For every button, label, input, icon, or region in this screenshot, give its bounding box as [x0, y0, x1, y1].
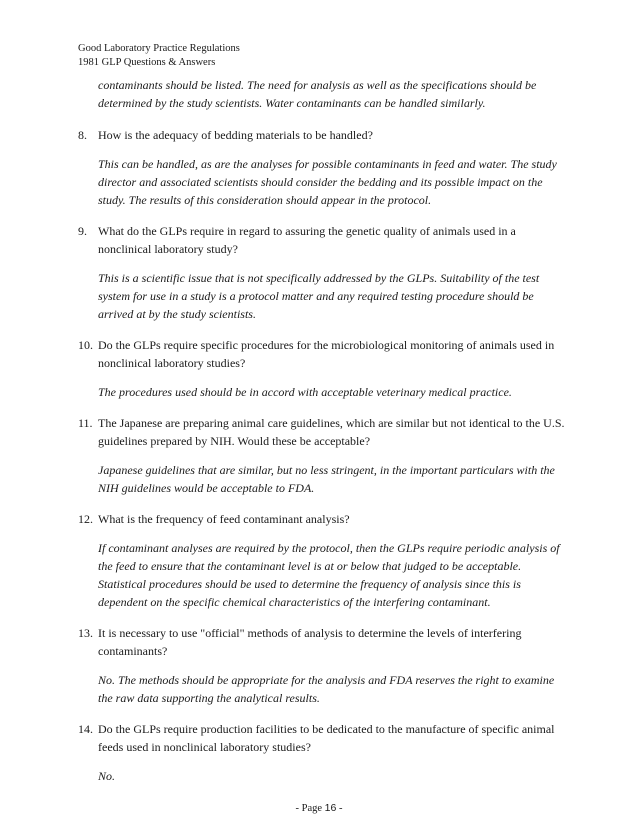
qa-item-8 [78, 126, 566, 209]
answer-text: Japanese guidelines that are similar, but no less stringent, in the important particulars with the NIH guidelines would be acceptable to FDA. [98, 463, 555, 495]
qa-item-9 [78, 222, 566, 323]
answer-text: The procedures used should be in accord with acceptable veterinary medical practice. [98, 385, 512, 399]
header-subtitle: 1981 GLP Questions & Answers [78, 57, 216, 68]
question [78, 414, 566, 450]
question [78, 336, 566, 372]
question [78, 720, 566, 756]
qa-item-10 [78, 336, 566, 401]
footer-suffix: - [338, 803, 343, 814]
header-title: Good Laboratory Practice Regulations [78, 43, 240, 54]
question-number: 9. [78, 224, 87, 238]
question-number: 14. [78, 722, 93, 736]
answer-text: No. The methods should be appropriate for the analysis and FDA reserves the right to examine the raw data supporting the analytical results. [98, 673, 555, 705]
question [78, 222, 566, 258]
question-text: The Japanese are preparing animal care guidelines, which are similar but not identical to the U.S. guidelines prepared by NIH. Would these be acceptable? [98, 416, 565, 448]
footer-prefix: - Page [295, 803, 323, 814]
question [78, 624, 566, 660]
question-text: It is necessary to use "official" methods of analysis to determine the levels of interfering contaminants? [98, 626, 522, 658]
question-text: How is the adequacy of bedding materials to be handled? [98, 128, 373, 142]
answer-text: This is a scientific issue that is not specifically addressed by the GLPs. Suitability of the test system for use in a study is a protocol matter and any required testing procedure should be arrived at by the study scientists. [98, 271, 540, 321]
question-text: Do the GLPs require specific procedures for the microbiological monitoring of animals used in nonclinical laboratory studies? [98, 338, 555, 370]
answer-text: No. [98, 769, 116, 783]
running-header [78, 42, 240, 70]
answer-text: This can be handled, as are the analyses for possible contaminants in feed and water. The study director and associated scientists should consider the bedding and its possible impact on the study. The results of this consideration should appear in the protocol. [98, 157, 557, 207]
question-number: 8. [78, 128, 87, 142]
question-text: Do the GLPs require production facilities to be dedicated to the manufacture of specific animal feeds used in nonclinical laboratory studies? [98, 722, 555, 754]
qa-item-13 [78, 624, 566, 707]
answer-text: If contaminant analyses are required by the protocol, then the GLPs require periodic analysis of the feed to ensure that the contaminant level is at or below that judged to be acceptable. Statistical procedures should be used to determine the frequency of analysis since this is dependent on the specific chemical characteristics of the interfering contaminant. [98, 541, 560, 609]
question-number: 12. [78, 512, 93, 526]
question-text: What do the GLPs require in regard to assuring the genetic quality of animals used in a nonclinical laboratory study? [98, 224, 516, 256]
question-number: 11. [78, 416, 93, 430]
page-footer [0, 802, 638, 814]
question-number: 13. [78, 626, 93, 640]
question-number: 10. [78, 338, 93, 352]
qa-content [78, 76, 566, 798]
question-text: What is the frequency of feed contaminant analysis? [98, 512, 350, 526]
qa-item-12 [78, 510, 566, 611]
qa-item-11 [78, 414, 566, 497]
question [78, 510, 566, 528]
continued-answer: contaminants should be listed. The need for analysis as well as the specifications should be determined by the study scientists. Water contaminants can be handled similarly. [98, 78, 537, 110]
page-number: 16 [324, 802, 337, 814]
question [78, 126, 566, 144]
qa-item-14 [78, 720, 566, 785]
